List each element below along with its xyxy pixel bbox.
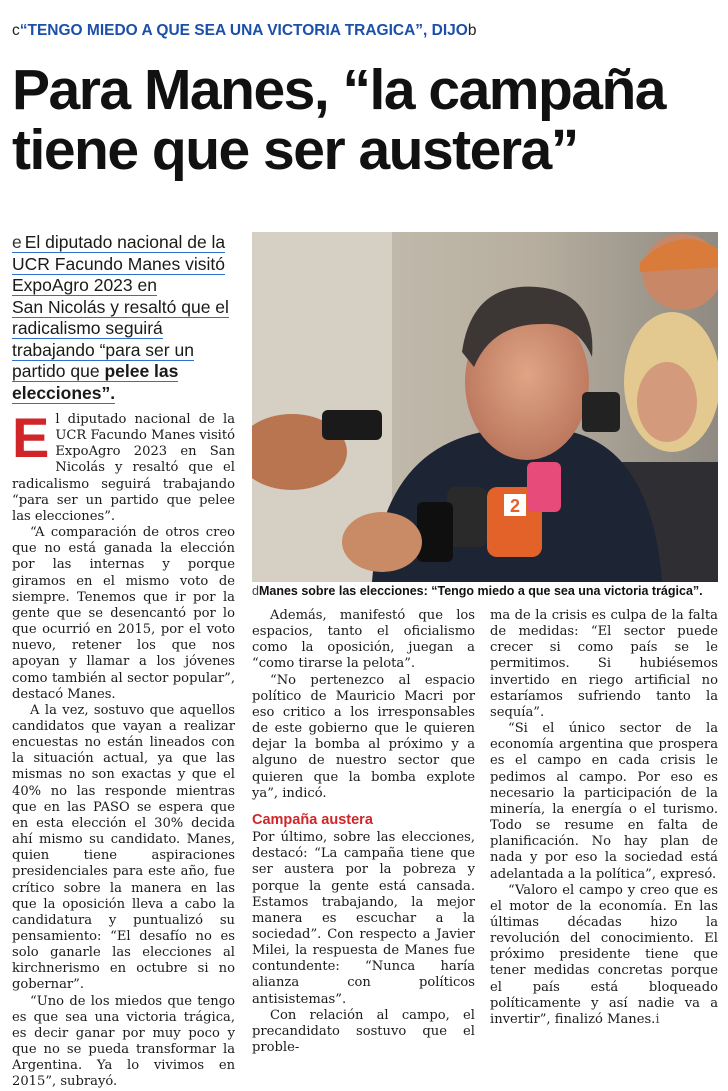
article-column-1 <box>12 406 235 1091</box>
col1-paragraph-2: “A comparación de otros creo que no está ganada la elección por las internas y porque giramos en el mismo voto de siempre. Tenemos que ir por la gente que se desencantó por lo que ocurrió en 2015, por el voto nuevo, retener los que nos apoyan y llamar a los jóvenes como también al sector popular”, destacó Manes. <box>12 525 235 702</box>
kicker-prefix-glyph: c <box>12 22 20 39</box>
photo-illustration <box>252 232 718 582</box>
lead-summary <box>12 232 234 404</box>
lead-glyph: e <box>12 232 22 252</box>
headline <box>12 60 722 180</box>
lead-line-2: UCR Facundo Manes visitó <box>12 253 225 274</box>
headline-line-1: Para Manes, “la campaña <box>12 58 666 122</box>
dropcap: E <box>12 406 50 469</box>
section-subhead: Campaña austera <box>252 811 373 828</box>
lead-line-7: partido que pelee las <box>12 361 179 381</box>
col2-paragraph-1: Además, manifestó que los espacios, tanto el oficialismo como la oposición, juegan a “como tirarse la pelota”. <box>252 608 475 672</box>
col3-paragraph-2: “Si el único sector de la economía argentina que prospera es el campo en cada crisis le pedimos al campo. Por eso es necesario la participación de la minería, la energía o el turismo. Todo se resume en falta de planificación. No hay plan de nada y por eso la sociedad está adelantada a la política”, expresó. <box>490 721 718 882</box>
col2-paragraph-4: Con relación al campo, el precandidato sostuvo que el proble- <box>252 1007 475 1056</box>
lead-line-6: trabajando “para ser un <box>12 339 194 360</box>
lead-line-5: radicalismo seguirá <box>12 318 163 338</box>
lead-line-8: elecciones”. <box>12 382 116 403</box>
col1-paragraph-4: “Uno de los miedos que tengo es que sea una victoria trágica, es decir ganar por muy poco y que no se pueda transformar la Argentina. Ya lo vivimos en 2015”, subrayó. <box>12 993 235 1090</box>
col1-paragraph-1: l diputado nacional de la UCR Facundo Manes visitó ExpoAgro 2023 en San Nicolás y resaltó que el radicalismo seguirá trabajando “para ser un partido que pelee las elecciones”. <box>12 412 235 524</box>
lead-line-4: San Nicolás y resaltó que el <box>12 296 229 317</box>
lead-bold-tail: pelee las <box>104 361 179 381</box>
lead-line-1: e El diputado nacional de la <box>12 232 226 252</box>
col3-paragraph-3: “Valoro el campo y creo que es el motor de la economía. En las últimas décadas hizo la revolución del conocimiento. El próximo presidente tiene que tener medidas concretas porque el país está bloqueado políticamente y así nadie va a invertir”, finalizó Manes.i <box>490 882 718 1027</box>
col1-paragraph-3: A la vez, sostuvo que aquellos candidatos que vayan a realizar encuestas no están lineados con la situación actual, ya que las mismas no son exactas y que el 40% no las responde mientras que en las PASO se espera que en esta elección el 30% decida ahí mismo su candidato. Manes, quien tiene aspiraciones presidenciales para este año, fue crítico sobre la manera en las que la oposición lleva a cabo la candidatura y puntualizó su pensamiento: “El desafío no es solo ganarle las elecciones al kirchnerismo en octubre si no gobernar”. <box>12 702 235 993</box>
kicker-text: “TENGO MIEDO A QUE SEA UNA VICTORIA TRAGICA”, DIJO <box>19 22 468 39</box>
caption-glyph: d <box>252 584 259 598</box>
end-glyph: i <box>655 1011 660 1027</box>
svg-text:2: 2 <box>509 496 521 516</box>
news-photo <box>252 232 718 582</box>
kicker <box>12 22 476 40</box>
photo-caption <box>252 582 718 604</box>
article-column-3 <box>490 608 718 1028</box>
article-column-2 <box>252 608 475 1056</box>
caption-text: Manes sobre las elecciones: “Tengo miedo a que sea una victoria trágica”. <box>258 584 703 598</box>
col2-paragraph-2: “No pertenezco al espacio político de Mauricio Macri por eso critico a los irresponsables de este gobierno que le quieren dejar la bomba al próximo y a alguno de nuestro sector que quieren que la bomba explote ya”, indicó. <box>252 672 475 801</box>
headline-line-2: tiene que ser austera” <box>12 118 578 182</box>
col3-paragraph-1: ma de la crisis es culpa de la falta de medidas: “El sector puede crecer si como país se le permitimos. Si hubiésemos invertido en riego artificial no estaríamos sufriendo tanto la sequía”. <box>490 608 718 720</box>
kicker-suffix-glyph: b <box>467 22 477 39</box>
lead-line-3: ExpoAgro 2023 en <box>12 275 157 295</box>
col2-paragraph-3: Por último, sobre las elecciones, destacó: “La campaña tiene que ser austera por la pobreza y porque la gente está cansada. Estamos trabajando, la mejor manera es escuchar a la sociedad”. Con respecto a Javier Milei, la respuesta de Manes fue contundente: “Nunca haría alianza con políticos antisistemas”. <box>252 830 475 1007</box>
